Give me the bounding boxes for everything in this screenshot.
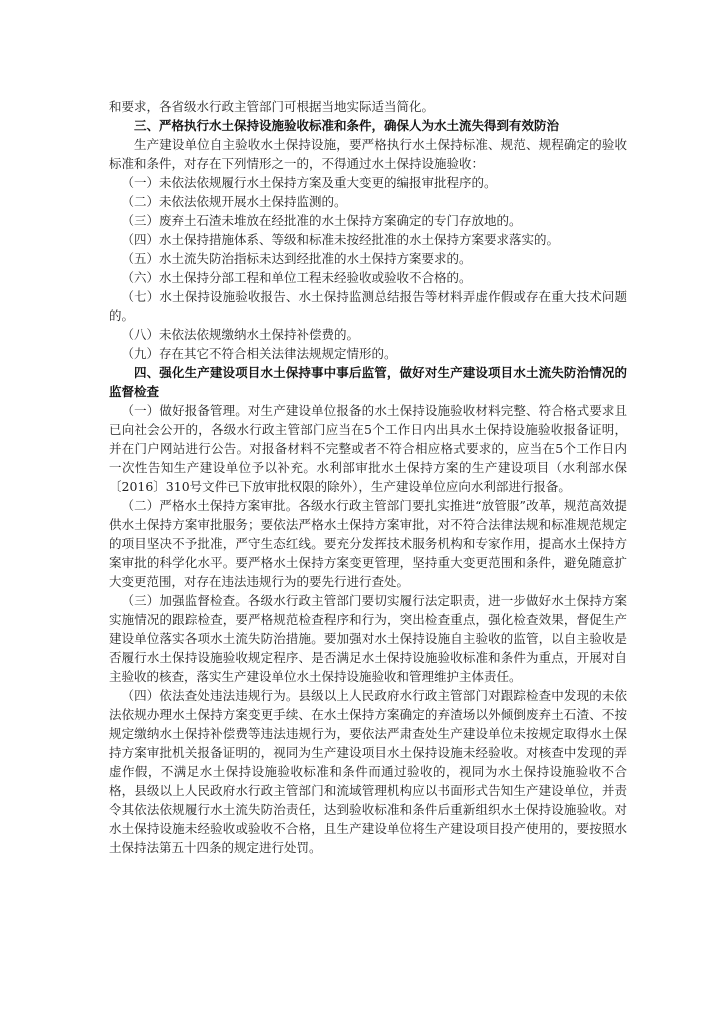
paragraph-filing-management: （一）做好报备管理。对生产建设单位报备的水土保持设施验收材料完整、符合格式要求且已向社会公开的，各级水行政主管部门应当在5个工作日内出具水土保持设施验收报备证明，并在门户网站进行公告。对报备材料不完整或者不符合相应格式要求的，应当在5个工作日内一次性告知生产建设单位予以补充。水利部审批水土保持方案的生产建设项目（水利部水保〔2016〕310号文件已下放审批权限的除外），生产建设单位应向水利部进行报备。	[109, 403, 627, 494]
list-item: （八）未依法依规缴纳水土保持补偿费的。	[121, 327, 360, 342]
section-heading-3: 三、严格执行水土保持设施验收标准和条件，确保人为水土流失得到有效防治	[134, 118, 560, 133]
list-item: （一）未依法依规履行水土保持方案及重大变更的编报审批程序的。	[121, 175, 497, 190]
paragraph-enforcement: （四）依法查处违法违规行为。县级以上人民政府水行政主管部门对跟踪检查中发现的未依法依规办理水土保持方案变更手续、在水土保持方案确定的弃渣场以外倾倒废弃土石渣、不按规定缴纳水土保持补偿费等违法违规行为，要依法严肃查处生产建设单位未按规定取得水土保持方案审批机关报备证明的，视同为生产建设项目水土保持设施未经验收。对核查中发现的弄虚作假，不满足水土保持设施验收标准和条件而通过验收的，视同为水土保持设施验收不合格，县级以上人民政府水行政主管部门和流域管理机构应以书面形式告知生产建设单位，并责令其依法依规履行水土流失防治责任，达到验收标准和条件后重新组织水土保持设施验收。对水土保持设施未经验收或验收不合格，且生产建设单位将生产建设项目投产使用的，要按照水土保持法第五十四条的规定进行处罚。	[109, 688, 627, 855]
paragraph-plan-approval: （二）严格水土保持方案审批。各级水行政主管部门要扎实推进“放管服”改革，规范高效提供水土保持方案审批服务；要依法严格水土保持方案审批，对不符合法律法规和标准规范规定的项目坚决不予批准，严守生态红线。要充分发挥技术服务机构和专家作用，提高水土保持方案审批的科学化水平。要严格水土保持方案变更管理，坚持重大变更范围和条件，避免随意扩大变更范围，对存在违法违规行为的要先行进行查处。	[109, 498, 627, 589]
paragraph-continuation: 和要求，各省级水行政主管部门可根据当地实际适当简化。	[109, 99, 435, 114]
list-item: （三）废弃土石渣未堆放在经批准的水土保持方案确定的专门存放地的。	[121, 213, 522, 228]
list-item: （五）水土流失防治指标未达到经批准的水土保持方案要求的。	[121, 251, 472, 266]
document-page	[109, 97, 627, 857]
list-item: （七）水土保持设施验收报告、水土保持监测总结报告等材料弄虚作假或存在重大技术问题的。	[109, 289, 627, 323]
paragraph-supervision: （三）加强监督检查。各级水行政主管部门要切实履行法定职责，进一步做好水土保持方案实施情况的跟踪检查，要严格规范检查程序和行为，突出检查重点，强化检查效果，督促生产建设单位落实各项水土流失防治措施。要加强对水土保持设施自主验收的监管，以自主验收是否履行水土保持设施验收规定程序、是否满足水土保持设施验收标准和条件为重点，开展对自主验收的核查，落实生产建设单位水土保持设施验收和管理维护主体责任。	[109, 593, 627, 684]
list-item: （六）水土保持分部工程和单位工程未经验收或验收不合格的。	[121, 270, 472, 285]
list-item: （四）水土保持措施体系、等级和标准未按经批准的水土保持方案要求落实的。	[121, 232, 560, 247]
paragraph-intro: 生产建设单位自主验收水土保持设施，要严格执行水土保持标准、规范、规程确定的验收标准和条件，对存在下列情形之一的，不得通过水土保持设施验收：	[109, 137, 627, 171]
list-item: （九）存在其它不符合相关法律法规规定情形的。	[121, 346, 397, 361]
list-item: （二）未依法依规开展水土保持监测的。	[121, 194, 347, 209]
section-heading-4: 四、强化生产建设项目水土保持事中事后监管，做好对生产建设项目水土流失防治情况的监督检查	[109, 365, 627, 399]
